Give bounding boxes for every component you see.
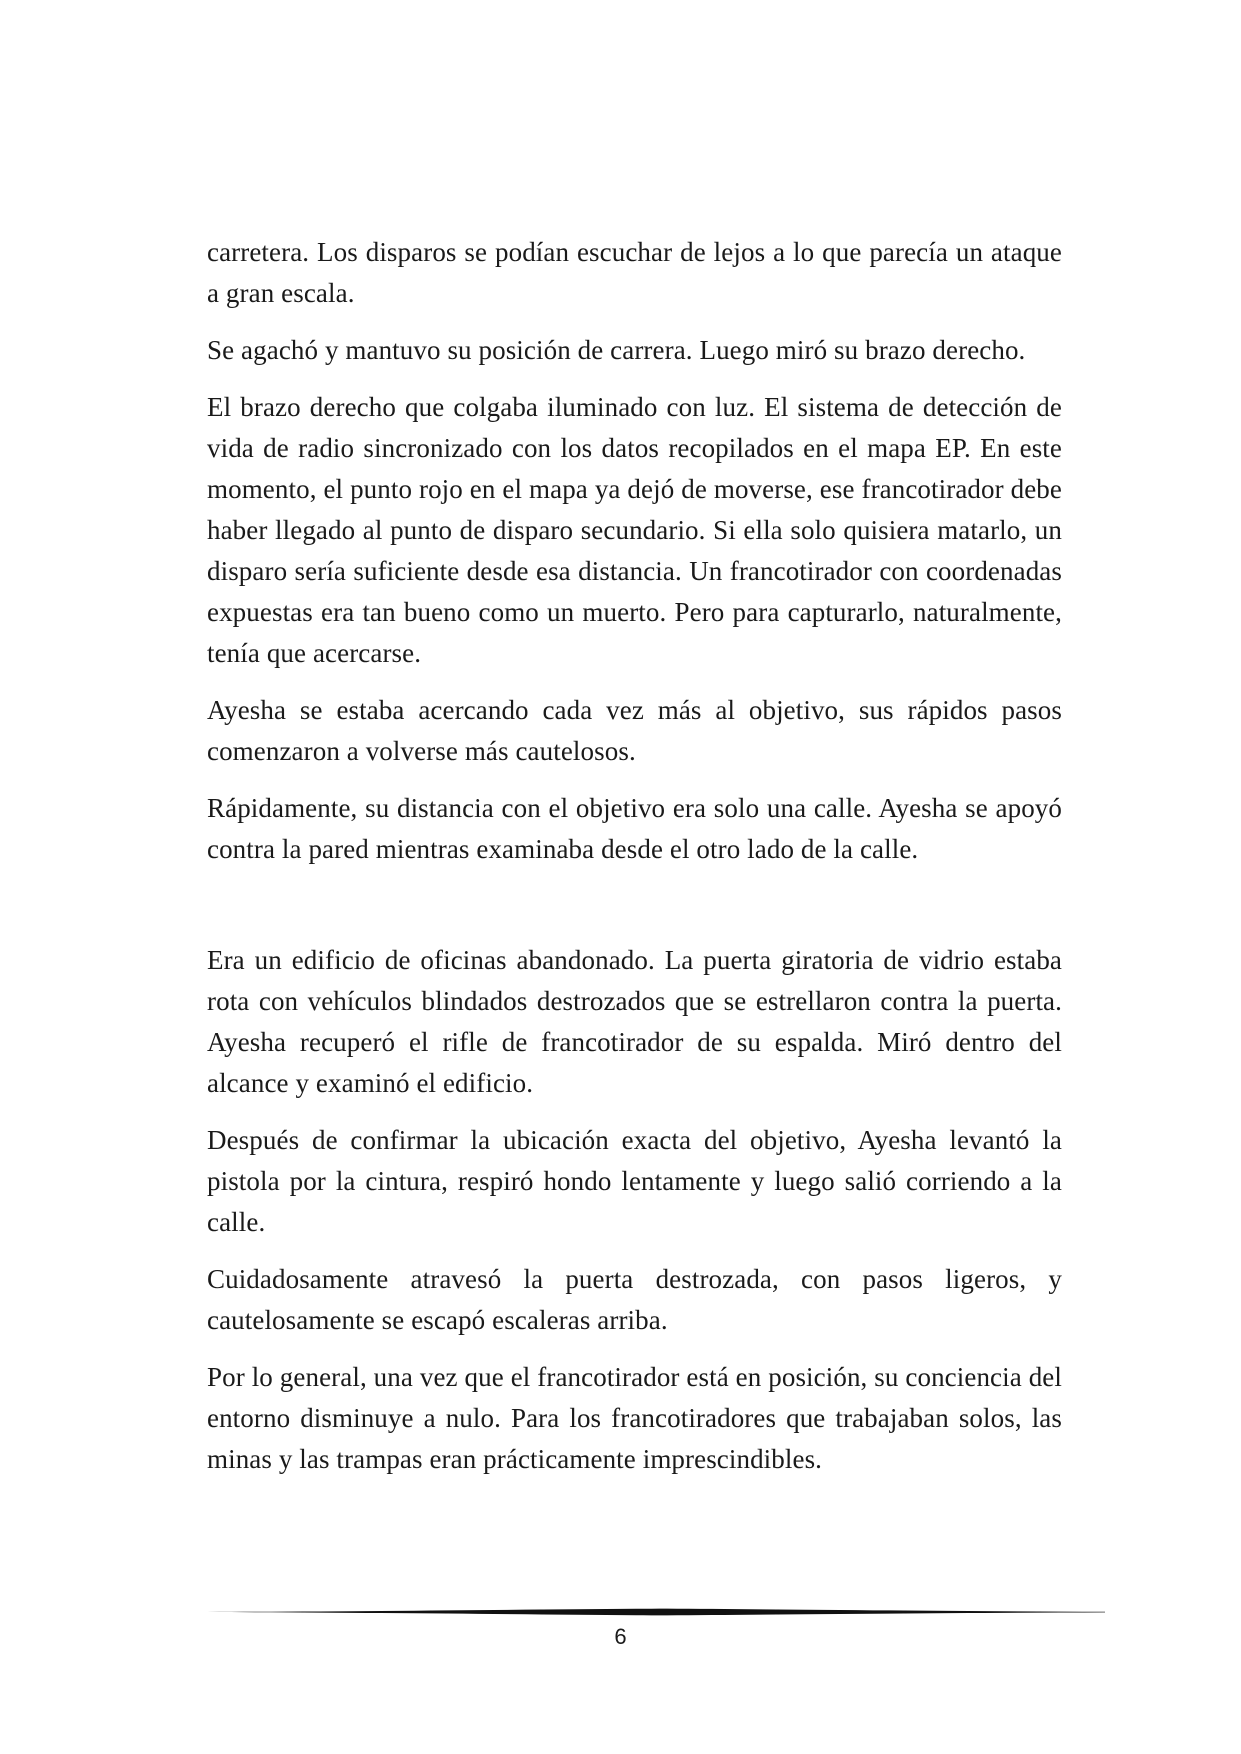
- paragraph: Después de confirmar la ubicación exacta del objetivo, Ayesha levantó la pistola por la cintura, respiró hondo lentamente y luego salió corriendo a la calle.: [207, 1125, 1062, 1237]
- paragraph: carretera. Los disparos se podían escuchar de lejos a lo que parecía un ataque a gran escala.: [207, 237, 1062, 308]
- page-number: 6: [614, 1624, 627, 1649]
- paragraph: Se agachó y mantuvo su posición de carrera. Luego miró su brazo derecho.: [207, 335, 1026, 365]
- body-text: [207, 232, 1062, 1496]
- footer-divider: [207, 1606, 1105, 1618]
- paragraph: Ayesha se estaba acercando cada vez más al objetivo, sus rápidos pasos comenzaron a volverse más cautelosos.: [207, 695, 1062, 766]
- paragraph: Por lo general, una vez que el francotirador está en posición, su conciencia del entorno disminuye a nulo. Para los francotiradores que trabajaban solos, las minas y las trampas eran prácticamente imprescindibles.: [207, 1362, 1062, 1474]
- paragraph: Rápidamente, su distancia con el objetivo era solo una calle. Ayesha se apoyó contra la pared mientras examinaba desde el otro lado de la calle.: [207, 793, 1062, 864]
- paragraph: Era un edificio de oficinas abandonado. La puerta giratoria de vidrio estaba rota con vehículos blindados destrozados que se estrellaron contra la puerta. Ayesha recuperó el rifle de francotirador de su espalda. Miró dentro del alcance y examinó el edificio.: [207, 945, 1062, 1098]
- paragraph: Cuidadosamente atravesó la puerta destrozada, con pasos ligeros, y cautelosamente se escapó escaleras arriba.: [207, 1264, 1062, 1335]
- paragraph: El brazo derecho que colgaba iluminado con luz. El sistema de detección de vida de radio sincronizado con los datos recopilados en el mapa EP. En este momento, el punto rojo en el mapa ya dejó de moverse, ese francotirador debe haber llegado al punto de disparo secundario. Si ella solo quisiera matarlo, un disparo sería suficiente desde esa distancia. Un francotirador con coordenadas expuestas era tan bueno como un muerto. Pero para capturarlo, naturalmente, tenía que acercarse.: [207, 392, 1062, 668]
